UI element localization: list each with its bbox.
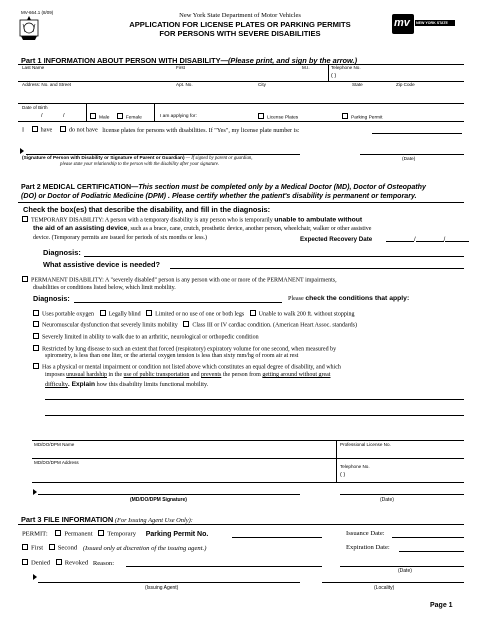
agency-name: New York State Department of Motor Vehicles (179, 12, 301, 19)
permit-row: PERMIT: Permanent Temporary Parking Permit No. (22, 530, 209, 538)
issue-number-row: First Second (Issued only at discretion of the issuing agent.) (22, 544, 206, 552)
conditions-row4-cont: spirometry, is less than one liter, or the arterial oxygen tension is less than sixty mm/hg of room air at rest (45, 353, 299, 359)
form-title-line2: FOR PERSONS WITH SEVERE DISABILITIES (159, 29, 321, 38)
first-issue-checkbox[interactable] (22, 544, 28, 550)
parking-permit-no-field[interactable] (232, 537, 322, 538)
mddo-address-field[interactable] (34, 465, 334, 475)
issuing-agent-label: (Issuing Agent) (145, 585, 179, 591)
state-label: State (352, 82, 363, 87)
part1-heading: Part 1 INFORMATION ABOUT PERSON WITH DISABILITY—(Please print, and sign by the arrow.) (21, 56, 358, 65)
signature-note: please state your relationship to the person with the disability after your signature. (60, 162, 220, 167)
issuing-agent-line[interactable] (38, 582, 300, 583)
cardiac-checkbox[interactable] (183, 321, 189, 327)
female-checkbox[interactable] (117, 113, 123, 119)
city-label: City (258, 82, 266, 87)
explain-line1[interactable] (45, 399, 464, 400)
second-issue-checkbox[interactable] (49, 544, 55, 550)
sex-options: Male Female (90, 113, 142, 121)
dob-field[interactable] (22, 111, 82, 120)
have-checkbox[interactable] (32, 126, 38, 132)
applying-for-label: I am applying for: (160, 114, 197, 119)
have-plates-row: I have do not have license plates for persons with disabilities. If "Yes", my license plate number is: (22, 126, 300, 134)
mi-field[interactable] (300, 70, 328, 80)
telephone-field[interactable]: ( ) (331, 73, 337, 79)
license-no-field[interactable] (340, 447, 462, 456)
assistive-device-field[interactable] (170, 268, 464, 269)
last-name-label: Last Name (22, 65, 45, 70)
part3-date-field[interactable] (340, 566, 464, 567)
permanent-line1: PERMANENT DISABILITY: A "severely disabled" person is any person with one or more of the PERMANENT impairments, (22, 276, 337, 284)
address-field[interactable] (22, 87, 462, 101)
zip-label: Zip Code (396, 82, 415, 87)
expected-recovery-label: Expected Recovery Date (300, 236, 373, 243)
applicant-date-label: (Date) (402, 157, 416, 162)
form-title-line1: APPLICATION FOR LICENSE PLATES OR PARKING PERMITS (129, 20, 351, 29)
conditions-row5-explain: difficulty. Explain how this disability limits functional mobility. (45, 381, 209, 388)
male-checkbox[interactable] (90, 113, 96, 119)
permanent-diagnosis-field[interactable] (74, 302, 282, 303)
reason-field[interactable] (126, 566, 322, 567)
lung-disease-checkbox[interactable] (33, 345, 39, 351)
header (0, 0, 480, 60)
permanent-permit-checkbox[interactable] (55, 530, 61, 536)
check-conditions-label: Please check the conditions that apply: (288, 295, 410, 302)
arthritic-checkbox[interactable] (33, 333, 39, 339)
check-instructions: Check the box(es) that describe the disability, and fill in the diagnosis: (23, 205, 271, 214)
part2-heading-line2: (DO) or Doctor of Podiatric Medicine (DPM) . Please certify whether the patient's disability is permanent or temporary. (21, 192, 417, 200)
temporary-line3: device. (Temporary permits are issued for periods of six months or less.) (33, 235, 208, 241)
denied-checkbox[interactable] (22, 559, 28, 565)
mddo-telephone-field[interactable]: ( ) (340, 472, 346, 478)
md-sign-here-arrow-icon (33, 489, 37, 495)
agent-sign-here-arrow-icon (33, 574, 37, 580)
neuromuscular-checkbox[interactable] (33, 321, 39, 327)
locality-line[interactable] (322, 582, 464, 583)
issuance-date-field[interactable] (392, 537, 464, 538)
address-label: Address: No. and Street (22, 82, 72, 87)
md-signature-line[interactable] (38, 494, 300, 495)
license-plates-checkbox[interactable] (258, 113, 264, 119)
conditions-row5-cont: imposes unusual hardship in the use of public transportation and prevents the person from getting around without great (45, 372, 331, 378)
conditions-row1: Uses portable oxygen Legally blind Limited or no use of one or both legs Unable to walk 200 ft. without stopping (33, 310, 354, 318)
temporary-diagnosis-field[interactable] (84, 256, 464, 257)
permanent-line2: disabilities or conditions listed below, which limit mobility. (33, 285, 176, 291)
permanent-disability-checkbox[interactable] (22, 276, 28, 282)
last-name-field[interactable] (22, 70, 172, 80)
temporary-permit-checkbox[interactable] (98, 530, 104, 536)
conditions-row3: Severely limited in ability to walk due to an arthritic, neurological or orthopedic condition (33, 333, 259, 341)
part2-heading: Part 2 MEDICAL CERTIFICATION—This section must be completed only by a Medical Doctor (MD), Doctor of Osteopathy (21, 183, 426, 191)
signature-label: (Signature of Person with Disability or Signature of Parent or Guardian) — If signed by parent or guardian, (22, 156, 253, 161)
md-date-label: (Date) (380, 497, 394, 503)
license-no-label: Professional License No. (340, 442, 391, 447)
dob-label: Date of Birth (22, 105, 48, 110)
denied-revoked-row: Denied Revoked Reason: (22, 559, 114, 567)
temporary-diagnosis-label: Diagnosis: (43, 248, 81, 257)
expiration-date-label: Expiration Date: (346, 544, 390, 551)
revoked-checkbox[interactable] (56, 559, 62, 565)
part3-heading: Part 3 FILE INFORMATION (For Issuing Agent Use Only): (21, 515, 193, 524)
conditions-row4: Restricted by lung disease to such an extent that forced (respiratory) expiratory volume for one second, when measured by (33, 345, 336, 353)
first-name-label: First (176, 65, 185, 70)
first-name-field[interactable] (176, 70, 296, 80)
applicant-signature-line[interactable] (26, 154, 300, 155)
parking-permit-option: Parking Permit (342, 113, 382, 121)
dmv-logo: mv NEW YORK STATE (392, 14, 458, 36)
assistive-device-question: What assistive device is needed? (43, 260, 161, 269)
md-signature-label: (MD/DO/DPM Signature) (130, 497, 187, 503)
mi-label: M.I. (302, 65, 310, 70)
license-plates-option: License Plates (258, 113, 298, 121)
mddo-telephone-label: Telephone No. (340, 464, 370, 469)
locality-label: (Locality) (374, 585, 395, 591)
temporary-disability-checkbox[interactable] (22, 216, 28, 222)
temporary-line1: TEMPORARY DISABILITY: A person with a temporary disability is any person who is temporarily unable to ambulate without (22, 216, 362, 224)
page-number: Page 1 (430, 602, 453, 609)
mddo-name-field[interactable] (34, 447, 334, 456)
conditions-row5: Has a physical or mental impairment or condition not listed above which constitutes an equal degree of disability, and which (33, 363, 341, 371)
expected-recovery-field[interactable]: / / (386, 236, 469, 243)
mddo-name-label: MD/DO/DPM Name (34, 442, 75, 447)
expiration-date-field[interactable] (399, 551, 464, 552)
apt-label: Apt. No. (176, 82, 193, 87)
mddo-address-label: MD/DO/DPM Address (34, 460, 79, 465)
limited-legs-checkbox[interactable] (146, 310, 152, 316)
part3-date-label: (Date) (398, 568, 412, 574)
sign-here-arrow-icon (20, 148, 24, 154)
issuance-date-label: Issuance Date: (346, 530, 385, 537)
telephone-label: Telephone No. (331, 65, 361, 70)
explain-line2[interactable] (45, 415, 464, 416)
other-impairment-checkbox[interactable] (33, 363, 39, 369)
temporary-line2: the aid of an assisting device, such as a brace, cane, crutch, prosthetic device, another person, wheelchair, walker or other assistive (33, 225, 372, 232)
portable-oxygen-checkbox[interactable] (33, 310, 39, 316)
legally-blind-checkbox[interactable] (100, 310, 106, 316)
applicant-date-line[interactable] (360, 154, 464, 155)
md-date-line[interactable] (340, 494, 464, 495)
do-not-have-checkbox[interactable] (60, 126, 66, 132)
conditions-row2: Neuromuscular dysfunction that severely limits mobility Class III or IV cardiac condition. (American Heart Assoc. standards) (33, 321, 357, 329)
plate-number-field[interactable] (372, 133, 462, 134)
form-id: MV-664.1 (8/09) (21, 10, 54, 15)
permanent-diagnosis-label: Diagnosis: (33, 294, 70, 303)
parking-permit-checkbox[interactable] (342, 113, 348, 119)
unable-walk-checkbox[interactable] (250, 310, 256, 316)
